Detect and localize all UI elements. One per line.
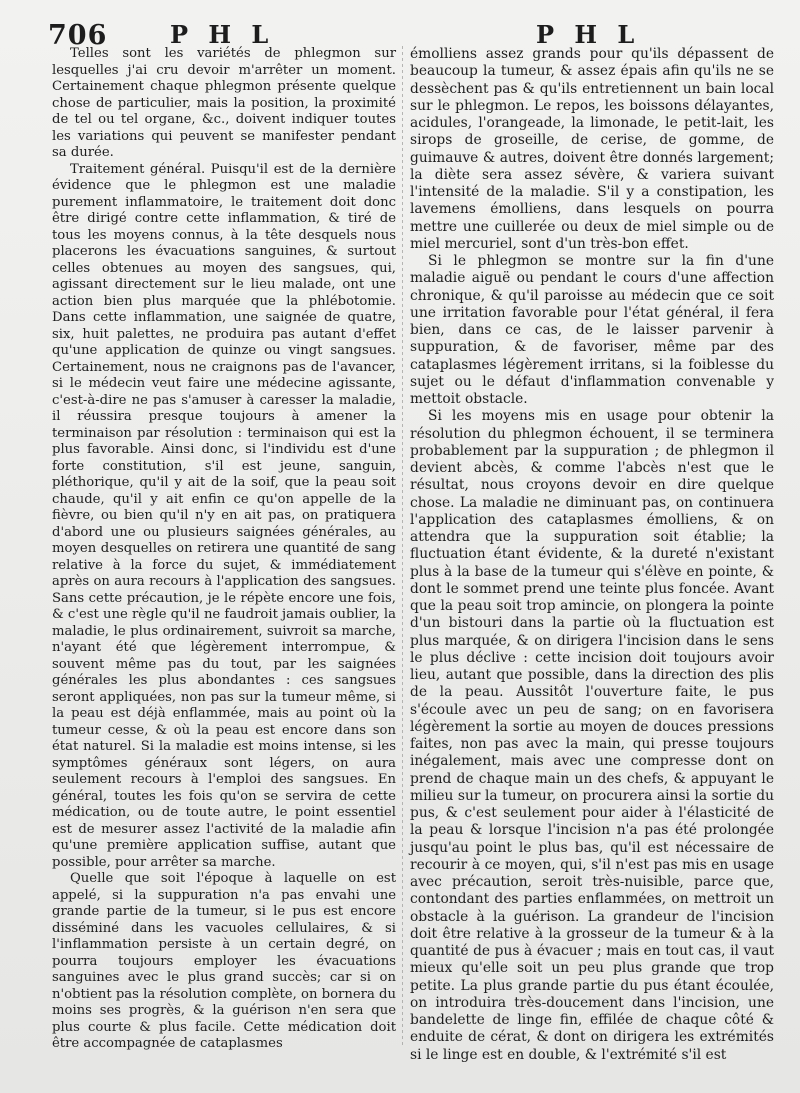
- paragraph: Si le phlegmon se montre sur la fin d'une maladie aiguë ou pendant le cours d'une affection chronique, & qu'il paroisse au médecin que ce soit une irritation favorable pour l'état général, il fera bien, dans ce cas, de le laisser parvenir à suppuration, & de favoriser, même par des cataplasmes légèrement irritans, si la foiblesse du sujet ou le défaut d'inflammation convenable y mettoit obstacle.: [410, 253, 774, 407]
- paragraph: Traitement général. Puisqu'il est de la dernière évidence que le phlegmon est une maladie purement inflammatoire, le traitement doit donc être dirigé contre cette inflammation, & tiré de tous les moyens connus, à la tête desquels nous placerons les évacuations sanguines, & surtout celles obtenues au moyen des sangsues, qui, agissant directement sur le lieu malade, ont une action bien plus marquée que la phlébotomie. Dans cette inflammation, une saignée de quatre, six, huit palettes, ne produira pas autant d'effet qu'une application de quinze ou vingt sangsues. Certainement, nous ne craignons pas de l'avancer, si le médecin veut faire une médecine agissante, c'est-à-dire ne pas s'amuser à caresser la maladie, il réussira presque toujours à amener la terminaison par résolution : terminaison qui est la plus favorable. Ainsi donc, si l'individu est d'une forte constitution, s'il est jeune, sanguin, pléthorique, qu'il y ait de la soif, que la peau soit chaude, qu'il y ait enfin ce qu'on appelle de la fièvre, ou bien qu'il n'y en ait pas, on pratiquera d'abord une ou plusieurs saignées générales, au moyen desquelles on retirera une quantité de sang relative à la force du sujet, & immédiatement après on aura recours à l'application des sangsues. Sans cette précaution, je le répète encore une fois, & c'est une règle qu'il ne faudroit jamais oublier, la maladie, le plus ordinairement, suivroit sa marche, n'ayant été que légèrement interrompue, & souvent même pas du tout, par les saignées générales les plus abondantes : ces sangsues seront appliquées, non pas sur la tumeur même, si la peau est déjà enflammée, mais au point où la tumeur cesse, & où la peau est encore dans son état naturel. Si la maladie est moins intense, si les symptômes généraux sont légers, on aura seulement recours à l'emploi des sangsues. En général, toutes les fois qu'on se servira de cette médication, ou de toute autre, le point essentiel est de mesurer assez l'activité de la maladie afin qu'une première application suffise, autant que possible, pour arrêter sa marche.: [52, 161, 396, 870]
- left-column: [52, 46, 396, 1053]
- running-head-right: P H L: [536, 20, 641, 49]
- paragraph: Si les moyens mis en usage pour obtenir la résolution du phlegmon échouent, il se terminera probablement par la suppuration ; de phlegmon il devient abcès, & comme l'abcès n'est que le résultat, nous croyons devoir en dire quelque chose. La maladie ne diminuant pas, on continuera l'application des cataplasmes émolliens, & on attendra que la suppuration soit établie; la fluctuation étant évidente, & la dureté n'existant plus à la base de la tumeur qui s'élève en pointe, & dont le sommet prend une teinte plus foncée. Avant que la peau soit trop amincie, on plongera la pointe d'un bistouri dans la partie où la fluctuation est plus marquée, & on dirigera l'incision dans le sens le plus déclive : cette incision doit toujours avoir lieu, autant que possible, dans la direction des plis de la peau. Aussitôt l'ouverture faite, le pus s'écoule avec un peu de sang; on en favorisera légèrement la sortie au moyen de douces pressions faites, non pas avec la main, qui presse toujours inégalement, mais avec une compresse dont on prend de chaque main un des chefs, & appuyant le milieu sur la tumeur, on procurera ainsi la sortie du pus, & c'est seulement pour aider à l'élasticité de la peau & lorsque l'incision n'a pas été prolongée jusqu'au point le plus bas, qu'il est nécessaire de recourir à ce moyen, qui, s'il n'est pas mis en usage avec précaution, seroit très-nuisible, parce que, contondant des parties enflammées, on mettroit un obstacle à la guérison. La grandeur de l'incision doit être relative à la grosseur de la tumeur & à la quantité de pus à évacuer ; mais en tout cas, il vaut mieux qu'elle soit un peu plus grande que trop petite. La plus grande partie du pus étant écoulée, on introduira très-doucement dans l'incision, une bandelette de linge fin, effilée de chaque côté & enduite de cérat, & dont on dirigera les extrémités si le linge est en double, & l'extrémité s'il est: [410, 408, 774, 1063]
- page-number: 706: [48, 20, 108, 51]
- paragraph: Telles sont les variétés de phlegmon sur lesquelles j'ai cru devoir m'arrêter un moment. Certainement chaque phlegmon présente quelque chose de particulier, mais la position, la proximité de tel ou tel organe, &c., doivent indiquer toutes les variations qui peuvent se manifester pendant sa durée.: [52, 46, 396, 160]
- right-column: [410, 46, 774, 1064]
- paragraph: Quelle que soit l'époque à laquelle on est appelé, si la suppuration n'a pas envahi une grande partie de la tumeur, si le pus est encore disséminé dans les vacuoles cellulaires, & si l'inflammation persiste à un certain degré, on pourra toujours employer les évacuations sanguines avec le plus grand succès; car si on n'obtient pas la résolution complète, on bornera du moins ses progrès, & la guérison n'en sera que plus courte & plus facile. Cette médication doit être accompagnée de cataplasmes: [52, 871, 396, 1051]
- running-head-left: P H L: [170, 20, 275, 49]
- column-divider: [402, 46, 403, 1046]
- paragraph: émolliens assez grands pour qu'ils dépassent de beaucoup la tumeur, & assez épais afin qu'ils ne se dessèchent pas & qu'ils entretiennent un bain local sur le phlegmon. Le repos, les boissons délayantes, acidules, l'orangeade, la limonade, le petit-lait, les sirops de groseille, de cerise, de gomme, de guimauve & autres, doivent être donnés largement; la diète sera assez sévère, & variera suivant l'intensité de la maladie. S'il y a constipation, les lavemens émolliens, dans lesquels on pourra mettre une cuillerée ou deux de miel simple ou de miel mercuriel, sont d'un très-bon effet.: [410, 46, 774, 252]
